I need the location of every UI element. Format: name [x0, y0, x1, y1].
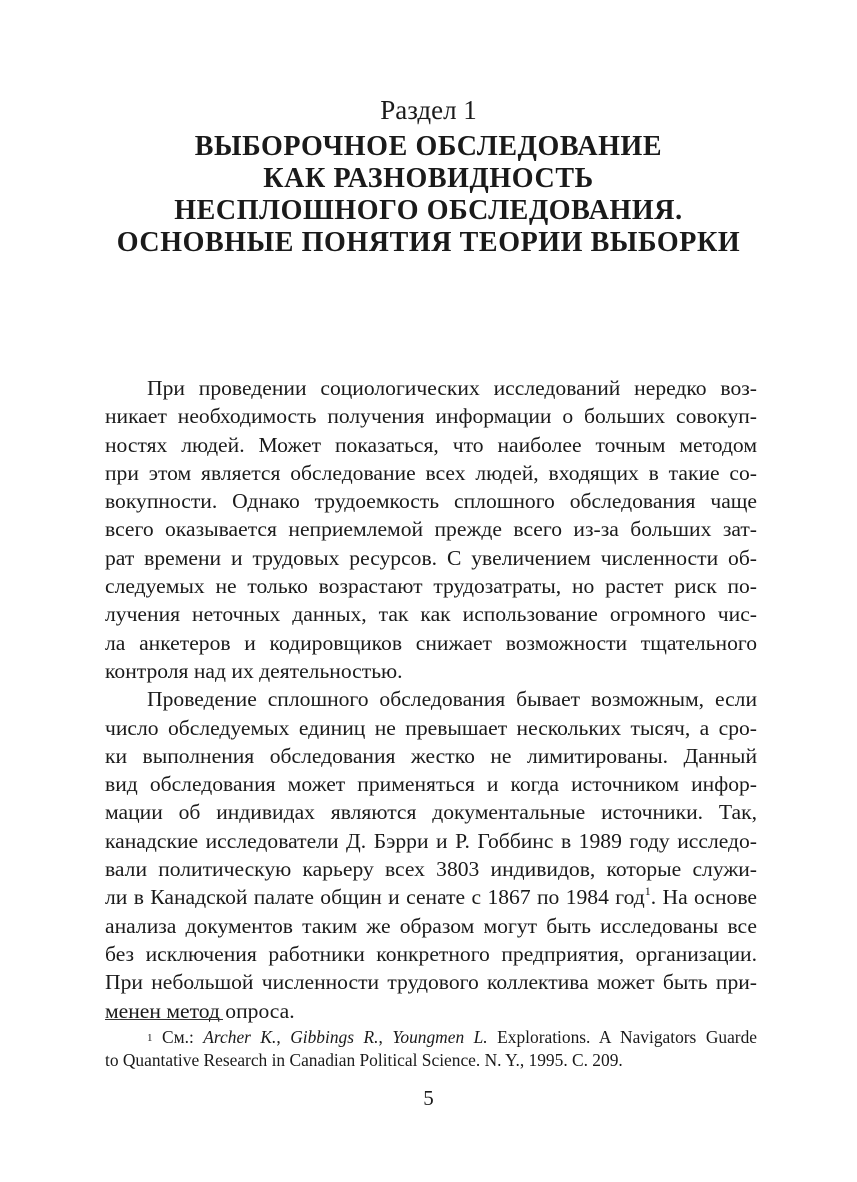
footnote-author: Youngmen L. — [392, 1027, 488, 1047]
footnote-line — [105, 1026, 757, 1049]
footnote-divider — [105, 1019, 223, 1020]
paragraph-line — [105, 883, 757, 911]
paragraph-line: При проведении социологических исследований нередко воз- — [147, 376, 757, 400]
paragraph-line: число обследуемых единиц не превышает нескольких тысяч, а сро- — [105, 715, 757, 740]
paragraph-line: контроля над их деятельностью. — [105, 658, 403, 683]
footnote-title: Explorations. A Navigators Guarde — [487, 1027, 757, 1047]
footnote-prefix: См.: — [152, 1027, 204, 1047]
footnote-author: Gibbings R. — [290, 1027, 379, 1047]
paragraph-line: ностях людей. Может показаться, что наиболее точным методом — [105, 432, 757, 457]
paragraph-line: при этом является обследование всех людей, входящих в такие со- — [105, 460, 757, 485]
section-label: Раздел 1 — [380, 95, 477, 125]
footnote-separator: , — [276, 1027, 291, 1047]
page-number: 5 — [423, 1086, 434, 1110]
footnote-author: Archer K. — [203, 1027, 277, 1047]
section-title-line: НЕСПЛОШНОГО ОБСЛЕДОВАНИЯ. — [174, 195, 683, 226]
paragraph-text: ли в Канадской палате общин и сенате с 1867 по 1984 год — [105, 885, 645, 910]
section-title-line: ОСНОВНЫЕ ПОНЯТИЯ ТЕОРИИ ВЫБОРКИ — [116, 227, 741, 258]
paragraph-line: следуемых не только возрастают трудозатраты, но растет риск по- — [105, 574, 757, 599]
body-text — [105, 374, 757, 1025]
paragraph-line: При небольшой численности трудового коллектива может быть при- — [105, 970, 757, 995]
paragraph-line: Проведение сплошного обследования бывает возможным, если — [147, 687, 757, 712]
footnote-marker: 1 — [147, 1032, 153, 1044]
paragraph-line: вали политическую карьеру всех 3803 индивидов, которые служи- — [105, 857, 757, 882]
footnote-ref[interactable]: 1 — [644, 884, 651, 899]
paragraph-line: ла анкетеров и кодировщиков снижает возможности тщательного — [105, 630, 757, 655]
paragraph-line: лучения неточных данных, так как использование огромного чис- — [105, 602, 757, 627]
footnote-separator: , — [378, 1027, 393, 1047]
paragraph-line: никает необходимость получения информации о больших совокуп- — [105, 404, 757, 429]
paragraph-line: рат времени и трудовых ресурсов. С увеличением численности об- — [105, 545, 757, 570]
paragraph-line: без исключения работники конкретного предприятия, организации. — [105, 941, 757, 966]
paragraph-text: . На основе — [650, 885, 757, 910]
paragraph-line: вокупности. Однако трудоемкость сплошного обследования чаще — [105, 489, 757, 514]
paragraph-line: всего оказывается неприемлемой прежде всего из-за больших зат- — [105, 517, 757, 542]
paragraph-line: канадские исследователи Д. Бэрри и Р. Гоббинс в 1989 году исследо- — [105, 828, 757, 853]
footnote-line: to Quantative Research in Canadian Political Science. N. Y., 1995. С. 209. — [105, 1050, 623, 1070]
paragraph-line: анализа документов таким же образом могут быть исследованы все — [105, 913, 757, 938]
section-title-line: ВЫБОРОЧНОЕ ОБСЛЕДОВАНИЕ — [194, 131, 663, 162]
section-title — [0, 131, 857, 259]
paragraph-line: вид обследования может применяться и когда источником инфор- — [105, 772, 757, 797]
paragraph-line: мации об индивидах являются документальные источники. Так, — [105, 800, 757, 825]
section-title-line: КАК РАЗНОВИДНОСТЬ — [263, 163, 594, 194]
paragraph-line: ки выполнения обследования жестко не лимитированы. Данный — [105, 743, 757, 768]
paragraph-line: менен метод опроса. — [105, 998, 295, 1023]
footnote — [105, 1026, 757, 1072]
